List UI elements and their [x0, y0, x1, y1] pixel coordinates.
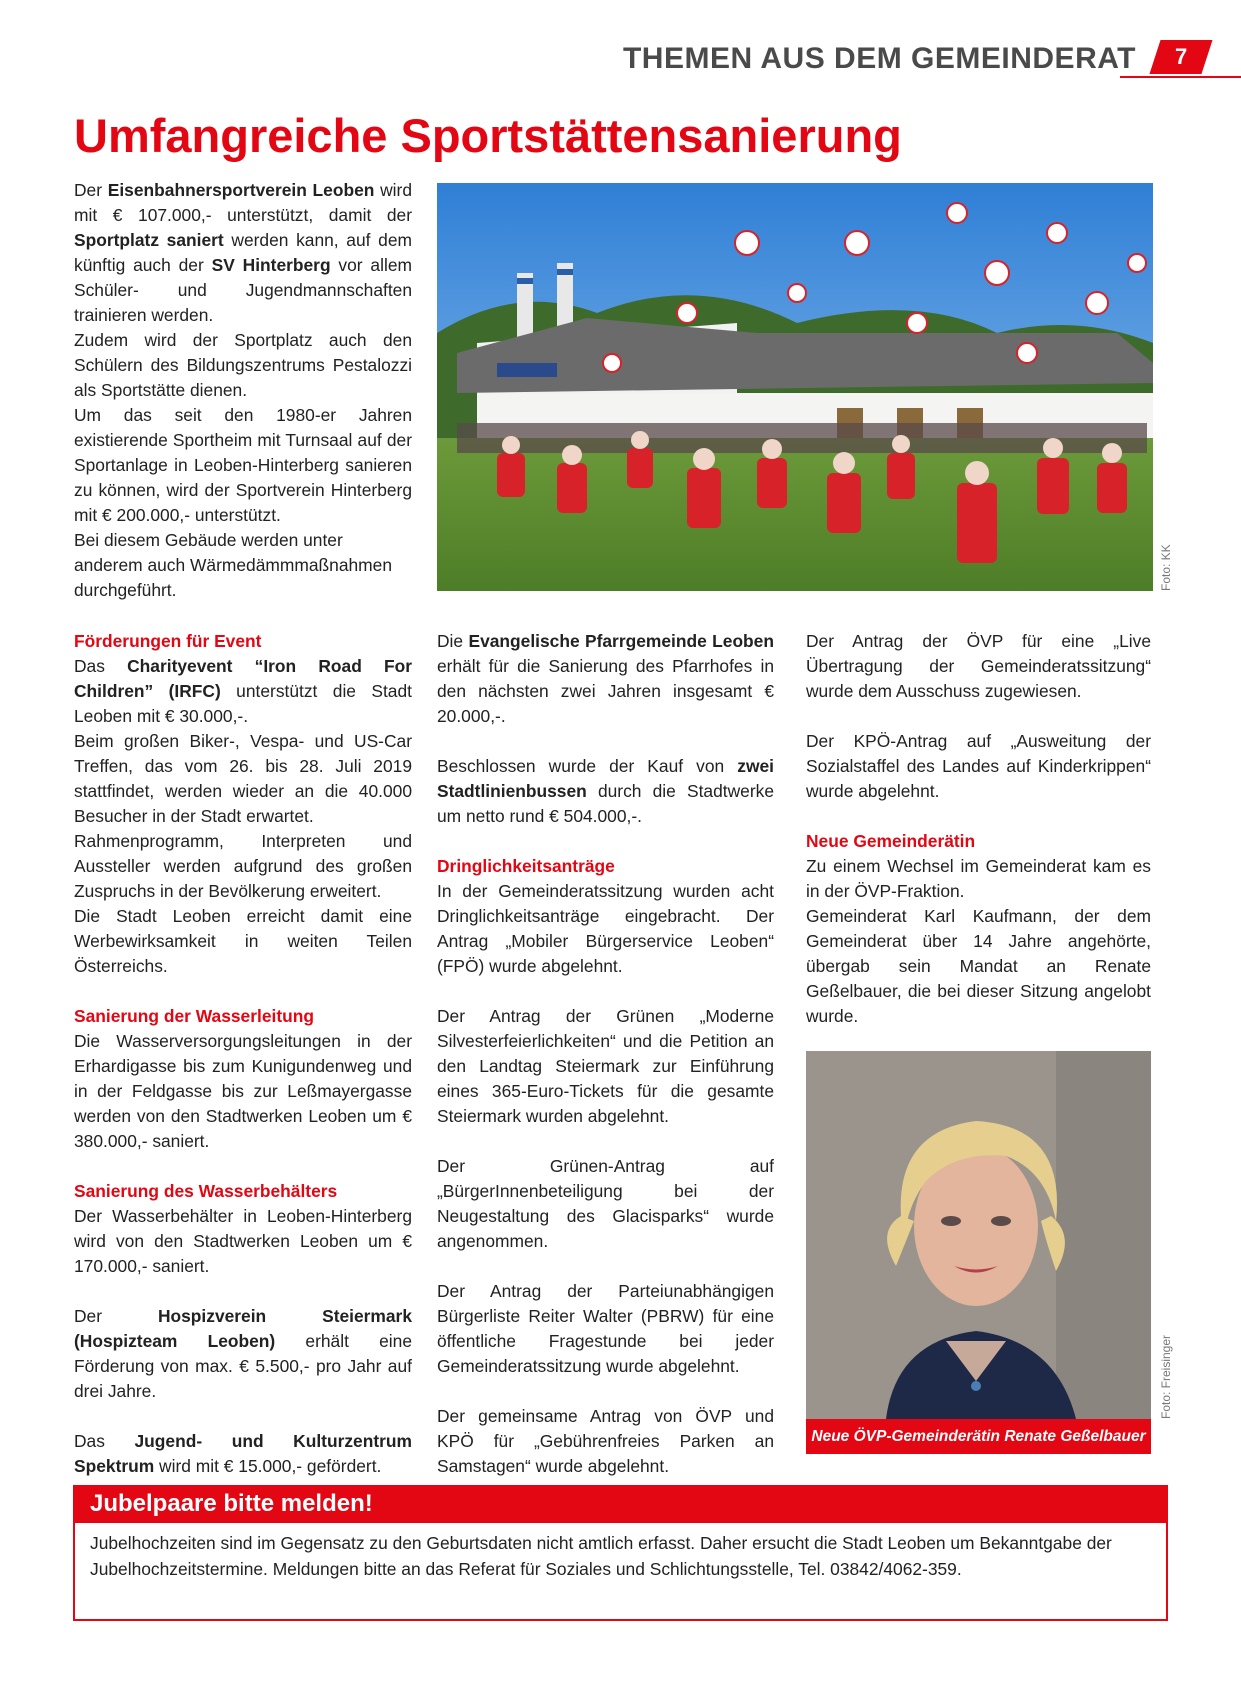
header-rule [1120, 76, 1241, 78]
councillor-portrait-photo [806, 1051, 1151, 1419]
advertising-paragraph: Die Stadt Leoben erreicht damit eine Werbewirksamkeit in weiten Teilen Österreichs. [74, 906, 412, 976]
parish-paragraph: Die Evangelische Pfarrgemeinde Leoben erhält für die Sanierung des Pfarrhofes in den nächsten zwei Jahren insgesamt € 20.000,-. [437, 631, 774, 726]
councillor-paragraph-1: Zu einem Wechsel im Gemeinderat kam es in der ÖVP-Fraktion. [806, 856, 1151, 901]
heading-urgent-motions: Dringlichkeitsanträge [437, 856, 615, 876]
greens-silvester-paragraph: Der Antrag der Grünen „Moderne Silvesterfeierlichkeiten“ und die Petition an den Landtag Steiermark zur Einführung eines 365-Euro-Tickets für die gesamte Steiermark wurden abgelehnt. [437, 1006, 774, 1126]
buses-paragraph: Beschlossen wurde der Kauf von zwei Stadtlinienbussen durch die Stadtwerke um netto rund € 504.000,-. [437, 756, 774, 826]
photo1-credit: Foto: KK [1159, 544, 1173, 591]
urgent-motions-paragraph: In der Gemeinderatssitzung wurden acht Dringlichkeitsanträge eingebracht. Der Antrag „Mobiler Bürgerservice Leoben“ (FPÖ) wurde abgelehnt. [437, 881, 774, 976]
hospice-paragraph: Der Hospizverein Steiermark (Hospizteam Leoben) erhält eine Förderung von max. € 5.500,- pro Jahr auf drei Jahre. [74, 1306, 412, 1401]
intro-text [74, 178, 412, 603]
jubilee-box-title: Jubelpaare bitte melden! [90, 1490, 373, 1517]
water-tank-paragraph: Der Wasserbehälter in Leoben-Hinterberg wird von den Stadtwerken Leoben um € 170.000,- saniert. [74, 1206, 412, 1276]
youth-center-paragraph: Das Jugend- und Kulturzentrum Spektrum wird mit € 15.000,- gefördert. [74, 1431, 412, 1476]
jubilee-box-text: Jubelhochzeiten sind im Gegensatz zu den Geburtsdaten nicht amtlich erfasst. Daher ersucht die Stadt Leoben um Bekanntgabe der Jubelhochzeitstermine. Meldungen bitte an das Referat für Soziales und Schlichtungsstelle, Tel. 03842/4062-359. [90, 1533, 1112, 1579]
pbrw-paragraph: Der Antrag der Parteiunabhängigen Bürgerliste Reiter Walter (PBRW) für eine öffentliche Fragestunde bei jeder Gemeinderatssitzung wurde abgelehnt. [437, 1281, 774, 1376]
page-number-badge [1149, 40, 1212, 74]
page-number: 7 [1174, 44, 1188, 69]
column-3 [806, 629, 1151, 1029]
program-paragraph: Rahmenprogramm, Interpreten und Aussteller werden aufgrund des großen Zuspruchs in der Bevölkerung erweitert. [74, 831, 412, 901]
column-1 [74, 629, 412, 1479]
parking-paragraph: Der gemeinsame Antrag von ÖVP und KPÖ für „Gebührenfreies Parken an Samstagen“ wurde abgelehnt. [437, 1406, 774, 1476]
live-stream-paragraph: Der Antrag der ÖVP für eine „Live Übertragung der Gemeinderatssitzung“ wurde dem Ausschuss zugewiesen. [806, 631, 1151, 701]
intro-paragraph-3: Um das seit den 1980-er Jahren existierende Sportheim mit Turnsaal auf der Sportanlage in Leoben-Hinterberg sanieren zu können, wird der Sportverein Hinterberg mit € 200.000,- unterstützt. [74, 405, 412, 525]
intro-paragraph-1: Der Eisenbahnersportverein Leoben wird mit € 107.000,- unterstützt, damit der Sportplatz saniert werden kann, auf dem künftig auch der SV Hinterberg vor allem Schüler- und Jugendmannschaften trainieren werden. [74, 180, 413, 325]
heading-new-councillor: Neue Gemeinderätin [806, 831, 976, 851]
greens-participation-paragraph: Der Grünen-Antrag auf „BürgerInnenbeteiligung bei der Neugestaltung des Glacisparks“ wurde angenommen. [437, 1156, 774, 1251]
heading-water-tank: Sanierung des Wasserbehälters [74, 1181, 338, 1201]
sports-field-photo [437, 183, 1153, 591]
intro-paragraph-4: Bei diesem Gebäude werden unter anderem auch Wärmedämmmaßnahmen durchgeführt. [74, 530, 392, 600]
jubilee-box-header [73, 1485, 1168, 1523]
photo2-credit: Foto: Freisinger [1159, 1334, 1173, 1419]
water-pipes-paragraph: Die Wasserversorgungsleitungen in der Erhardigasse bis zum Kunigundenweg und in der Feldgasse bis zur Leßmayergasse werden von den Stadtwerken Leoben um € 380.000,- saniert. [74, 1031, 412, 1151]
irfc-paragraph: Das Charityevent “Iron Road For Children” (IRFC) unterstützt die Stadt Leoben mit € 30.000,-. [74, 656, 413, 726]
kpo-paragraph: Der KPÖ-Antrag auf „Ausweitung der Sozialstaffel des Landes auf Kinderkrippen“ wurde abgelehnt. [806, 731, 1151, 801]
intro-paragraph-2: Zudem wird der Sportplatz auch den Schülern des Bildungszentrums Pestalozzi als Sportstätte dienen. [74, 330, 412, 400]
councillor-paragraph-2: Gemeinderat Karl Kaufmann, der dem Gemeinderat über 14 Jahre angehörte, übergab sein Mandat an Renate Geßelbauer, die bei dieser Sitzung angelobt wurde. [806, 906, 1151, 1026]
heading-water-pipes: Sanierung der Wasserleitung [74, 1006, 314, 1026]
photo2-caption: Neue ÖVP-Gemeinderätin Renate Geßelbauer [806, 1419, 1151, 1454]
biker-paragraph: Beim großen Biker-, Vespa- und US-Car Treffen, das vom 26. bis 28. Juli 2019 stattfindet, werden wieder an die 40.000 Besucher in der Stadt erwartet. [74, 731, 412, 826]
section-title: THEMEN AUS DEM GEMEINDERAT [622, 42, 1136, 75]
article-title: Umfangreiche Sportstättensanierung [74, 109, 902, 162]
column-2 [437, 629, 774, 1479]
heading-event-funding: Förderungen für Event [74, 631, 262, 651]
